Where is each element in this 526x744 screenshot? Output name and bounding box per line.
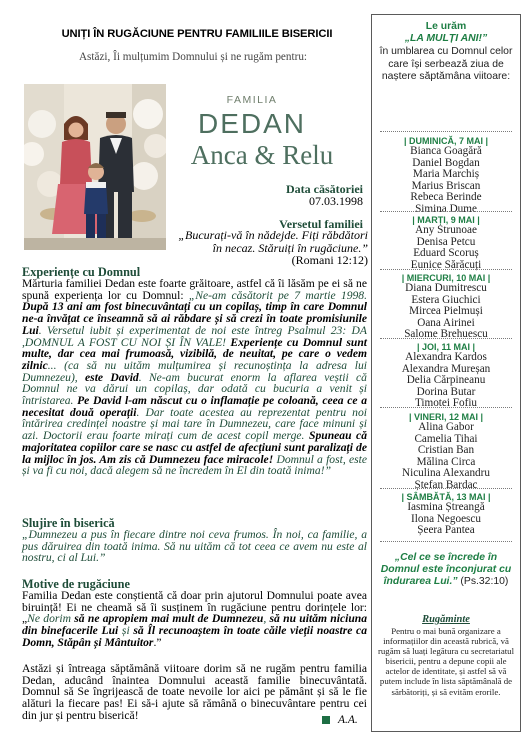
divider (380, 541, 512, 542)
divider (380, 211, 512, 212)
exp-part-5: Experiențe cu Domnul sunt multe, dar cea mai frumoasă, vizibilă, de neuitat, pe care o vedem zilnic (22, 335, 367, 372)
wedding-date-label: Data căsătoriei (286, 182, 363, 196)
day-header: | DUMINICĂ, 7 MAI | (403, 136, 489, 146)
quote-text: „Cel ce se încrede în Domnul este înconjurat cu îndurarea Lui.” (380, 552, 512, 588)
family-photo (24, 84, 166, 250)
wedding-date: 07.03.1998 (309, 194, 363, 208)
name-item: Niculina Alexandru (402, 467, 490, 479)
name-item: Alina Gabor (418, 421, 474, 433)
name-item: Cristian Ban (417, 444, 475, 456)
exp-part-12: Domnul a fost, este și va fi cu noi, dacă alegem să ne încredem în El din toată inima!” (22, 452, 367, 478)
name-item: Maria Marchiș (412, 168, 480, 180)
divider (380, 338, 512, 339)
name-item: Șeera Pantea (417, 524, 475, 536)
service-heading: Slujire în biserică (22, 516, 115, 530)
name-item: Estera Giuchici (411, 293, 481, 306)
prayer-text (22, 590, 367, 649)
day-header: | MIERCURI, 10 MAI | (401, 273, 491, 283)
day-block-tuesday (372, 215, 520, 271)
prayer-part-2: Ne dorim (27, 612, 75, 626)
name-item: Eunice Sărăcuți (410, 258, 482, 271)
greeting-line-1: Le urăm (425, 21, 467, 32)
family-photo-illustration (24, 84, 166, 250)
experiences-text (22, 278, 367, 477)
prayer-part-4: , (263, 612, 270, 626)
closing-text: Astăzi și întreaga săptămână viitoare dorim să ne rugăm pentru familia Dedan, aducând înaintea Domnului această familie binecuvântată. Domnul să Se îngrijească de toate nevoile lor aici pe pământ și să le fie alături la fiecare pas! Ei să-i ajute să rămână o binecuvântare pentru cei din jur și pentru biserică! (22, 662, 367, 722)
request-heading: Rugăminte (422, 614, 470, 625)
greeting-line-2: „LA MULȚI ANI!” (404, 33, 488, 44)
family-label: FAMILIA (226, 94, 278, 106)
service-text (22, 529, 367, 564)
verse-reference: (Romani 12:12) (291, 253, 368, 267)
day-header: | MARȚI, 9 MAI | (412, 215, 480, 225)
exp-part-10: . Dar toate acestea au reprezentat pentru noi întărirea credinței noastre și mai tare în Dumnezeu, care face minuni și azi. Doctorii erau foarte mirați cum de acest copil merge. (22, 405, 367, 443)
divider (380, 488, 512, 489)
verse-line-2: în necaz. Stăruiți în rugăciune.” (212, 240, 368, 255)
day-header: | SÂMBĂTĂ, 13 MAI | (401, 492, 491, 502)
greeting-title (372, 21, 520, 45)
main-column (22, 14, 368, 739)
prayer-heading: Motive de rugăciune (22, 577, 130, 591)
exp-part-6: ... (ca să nu uităm mulțumirea și recunoștința la adresa lui Dumnezeu), (22, 358, 367, 384)
name-item: Denisa Petcu (416, 235, 476, 248)
exp-part-3: După 13 ani am fost binecuvântați cu un copilaș, timp în care Domnul ne-a învățat ce înseamnă să ai răbdare și să crezi în toate promisiunile Lui (22, 300, 367, 337)
day-block-wednesday (372, 273, 520, 341)
intro-text: Astăzi, Îi mulțumim Domnului și ne rugăm pentru: (78, 51, 308, 63)
name-item: Mircea Pielmuși (409, 305, 483, 317)
name-item: Rebeca Berinde (410, 191, 482, 203)
name-item: Camelia Tihai (414, 432, 478, 445)
day-block-sunday (372, 136, 520, 215)
name-item: Iasmina Ștreangă (407, 501, 485, 513)
name-item: Mălina Circa (416, 455, 476, 468)
signature-initials: A.A. (338, 714, 358, 726)
name-item: Delia Cărpineanu (406, 374, 486, 386)
family-name: DEDAN (197, 108, 306, 139)
name-item: Any Strunoae (415, 224, 477, 236)
day-block-thursday (372, 342, 520, 410)
signature-square-icon (322, 716, 330, 724)
name-item: Salome Brehuescu (404, 328, 488, 340)
name-item: Timotei Fofiu (414, 397, 478, 409)
service-quote: „Dumnezeu a pus în fiecare dintre noi ceva frumos. În noi, ca familie, a pus dăruirea din toată inima. Să nu uităm că tot ceea ce avem nu este al nostru, ci al Lui.” (22, 528, 367, 565)
day-header: | VINERI, 12 MAI | (408, 412, 484, 422)
prayer-part-1: Familia Dedan este conștientă că doar prin ajutorul Domnului poate avea biruință! Ei ne cheamă să îi susținem în rugăciune pentru dorințele lor: „ (22, 589, 367, 626)
day-block-saturday (372, 492, 520, 537)
name-item: Alexandra Kardos (405, 351, 487, 363)
name-item: Bianca Goagără (410, 145, 482, 157)
day-block-friday (372, 412, 520, 491)
name-item: Diana Dumitrescu (405, 282, 487, 294)
divider (380, 407, 512, 408)
sidebar-quote (372, 552, 520, 589)
request-text: Pentru o mai bună organizare a informațiilor din această rubrică, vă rugăm să luați legătura cu secretariatul bisericii, pentru a depune copii ale actelor de identitate, și astfel să vă putem include în lista săptămânală de sărbătoriți, și să evităm erorile. (377, 626, 515, 697)
name-item: Oana Airinei (417, 316, 475, 329)
name-item: Simina Dume (415, 202, 477, 215)
birthday-sidebar (371, 14, 521, 732)
greeting-text: în umblarea cu Domnul celor care își serbează ziua de naștere săptămâna viitoare: (379, 46, 513, 82)
divider (380, 269, 512, 270)
exp-part-9: Pe David l-am născut cu o inflamație pe coloană, ceea ce a necesitat două operații (22, 394, 367, 419)
exp-part-11: Spuneau că majoritatea copiilor care se nasc cu astfel de afecțiuni sunt paralizați de la mijloc în jos. Am zis că Dumnezeu face miracole! (22, 429, 368, 466)
name-item: Alexandra Mureșan (401, 362, 491, 375)
divider (380, 131, 512, 132)
quote-reference: (Ps.32:10) (460, 576, 509, 588)
exp-part-4: . Versetul iubit și experimentat de noi este întreg Psalmul 23: DA ,DOMNUL A FOST CU NOI ȘI ÎN VALE! (22, 323, 367, 349)
name-item: Daniel Bogdan (412, 156, 480, 169)
name-item: Dorina Butar (416, 385, 476, 398)
name-item: Ștefan Bardac (414, 478, 478, 491)
exp-part-1: Mărturia familiei Dedan este foarte grăitoare, astfel că îi lăsăm pe ei să ne spună experiența lor cu Domnul: (22, 277, 367, 302)
exp-part-2: „Ne-am căsătorit pe 7 martie 1998. (188, 288, 367, 302)
family-verse-label: Versetul familiei (279, 217, 363, 231)
page-title: UNIȚI ÎN RUGĂCIUNE PENTRU FAMILIILE BISERICII (61, 28, 333, 40)
family-verse (172, 229, 368, 267)
exp-part-7: este David (85, 370, 139, 384)
verse-line-1: „Bucurați-vă în nădejde. Fiți răbdători (178, 228, 368, 242)
exp-part-8: . Ne-am bucurat enorm la aflarea veștii că Domnul ne va dărui un copilaș, dar odată cu bucuria a venit și întristarea. (22, 370, 367, 408)
signature (322, 714, 358, 726)
couple-names: Anca & Relu (190, 140, 334, 170)
prayer-part-3: să ne apropiem mai mult de Dumnezeu (74, 612, 264, 626)
prayer-part-5: să nu uităm niciuna din binefacerile Lui (22, 612, 368, 638)
name-item: Eduard Scoruș (413, 247, 479, 259)
experiences-heading: Experiențe cu Domnul (22, 265, 141, 279)
prayer-part-8: .” (153, 635, 162, 649)
name-item: Marius Briscan (411, 179, 481, 192)
prayer-part-6: și (118, 624, 134, 638)
name-item: Ilona Negoescu (411, 512, 481, 525)
prayer-part-7: să Îl recunoaștem în toate căile vieții noastre ca Domn, Stăpân și Mântuitor (22, 624, 367, 649)
day-header: | JOI, 11 MAI | (416, 342, 476, 352)
